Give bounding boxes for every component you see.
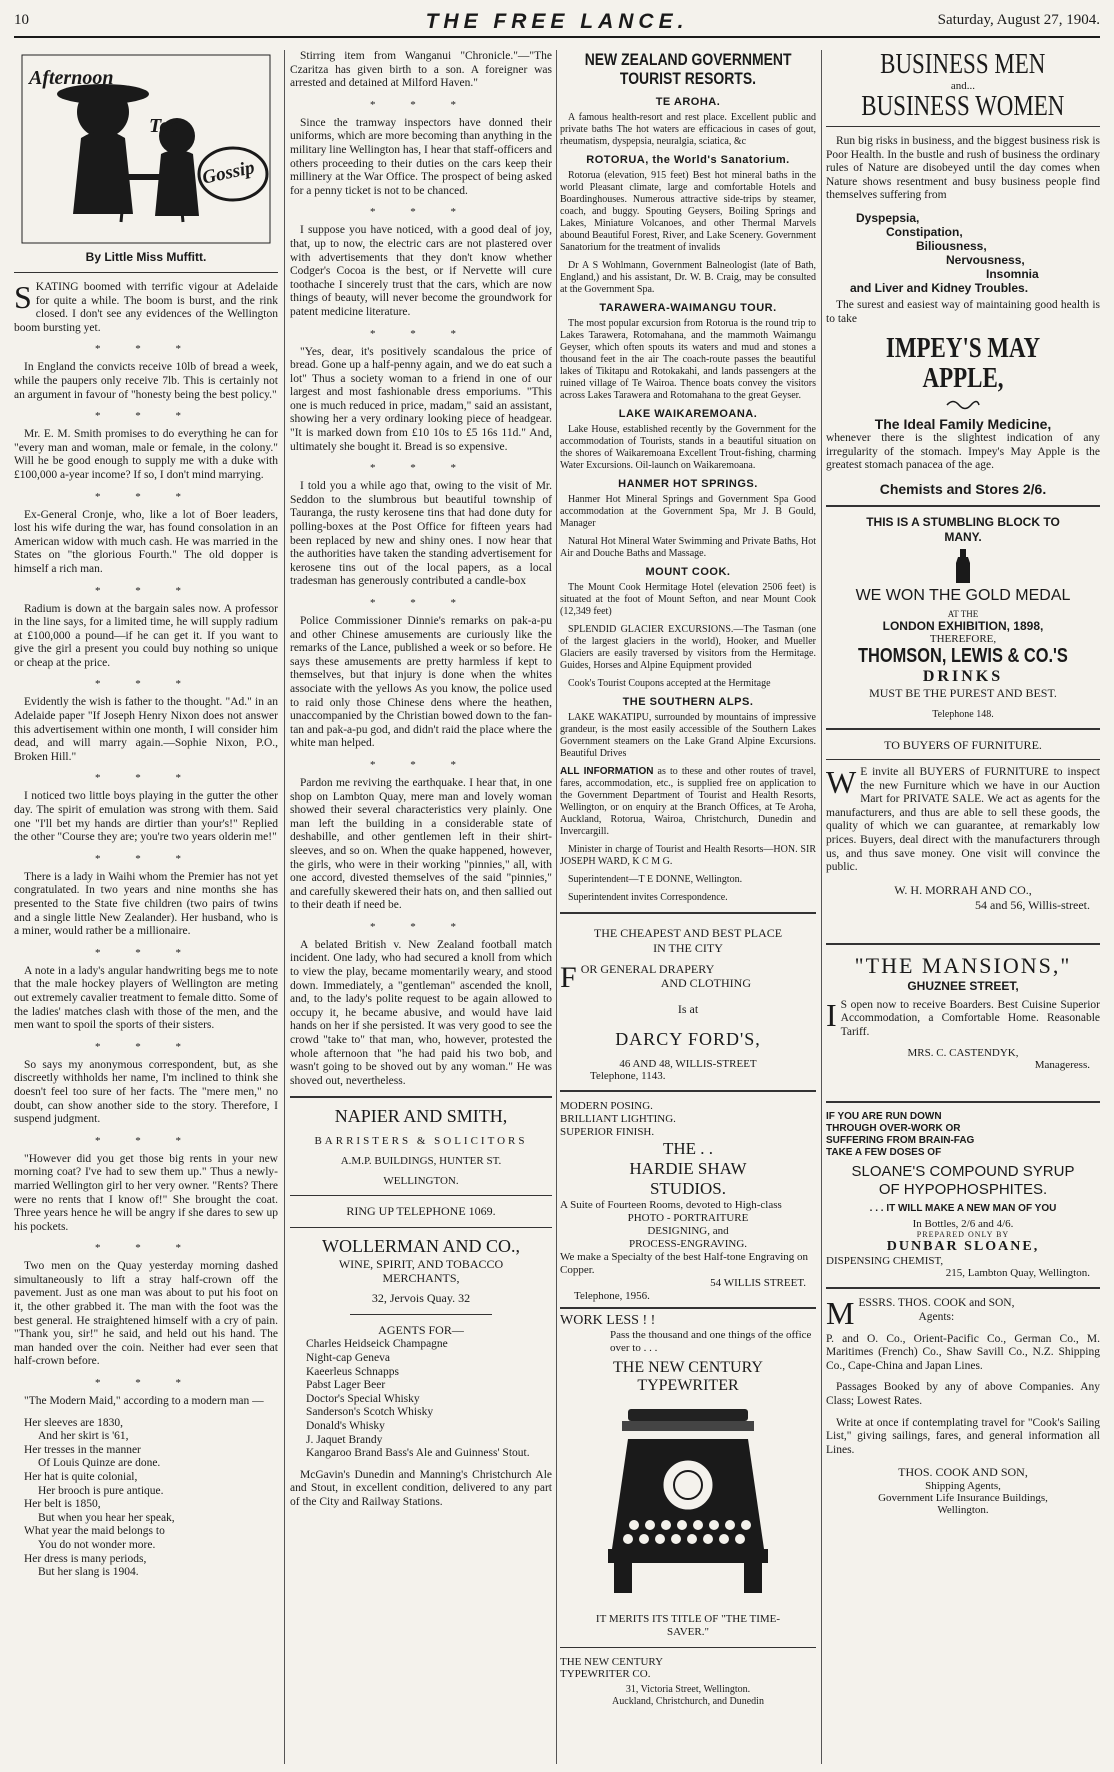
paragraph: KATING boomed with terrific vigour at Adelaide for quite a while. The boom is burst, and the rink closed. I don't see any evidences of the Wellington boom bursting yet. — [14, 281, 278, 334]
column-rule — [284, 50, 285, 1764]
ailment: and Liver and Kidney Troubles. — [850, 280, 1029, 295]
paragraph: E invite all BUYERS of FURNITURE to inspect the new Furniture which we have in our Auction Mart for PRIVATE SALE. We act as agents for the manufacturers, and thus are able to sell these goods, the quality of which we can guarantee, at remarkably low prices. Buyers, deal direct with the manufacturers through us, and thus save money. One visit will convince the public. — [826, 765, 1100, 874]
gossip-column — [14, 50, 278, 1764]
paragraph: "Yes, dear, it's positively scandalous the price of bread. Gone up a half-penny again, and we do eat such a lot" Thus a society woman to a friend in one of our largest and most fashionable dress emporiums. "This one is much reduced in price, madam," said an assistant, showing her a very ordinary looking piece of headgear. "It is marked down from £10 10s to £5 16s 11d." And, ultimately she bought it. Bread is so expensive. — [290, 345, 552, 453]
list-item: J. Jaquet Brandy — [306, 1433, 383, 1446]
paragraph: Write at once if contemplating travel for "Cook's Sailing List," giving sailings, fares, and general information all Lines. — [826, 1416, 1100, 1456]
list-item: Doctor's Special Whisky — [306, 1392, 420, 1405]
cook-line: Agents: — [918, 1311, 955, 1324]
hardie-name: THE . . — [662, 1139, 714, 1158]
wollerman-address: 32, Jervois Quay. 32 — [371, 1291, 471, 1306]
newspaper-title: THE FREE LANCE. — [425, 10, 689, 33]
separator: * * * — [95, 584, 197, 597]
separator: * * * — [370, 98, 472, 111]
napier-smith-address: A.M.P. BUILDINGS, HUNTER ST. — [340, 1155, 502, 1168]
separator: * * * — [95, 946, 197, 959]
issue-date: Saturday, August 27, 1904. — [937, 12, 1100, 28]
separator: * * * — [370, 206, 472, 219]
sloane-prepared: PREPARED ONLY BY — [916, 1230, 1010, 1240]
hardie-line: PHOTO - PORTRAITURE — [627, 1212, 749, 1224]
section-body: The most popular excursion from Rotorua is the round trip to Lakes Tarawera, Rotomahana, and the mammoth Waimangu Geyser, which often spouts its waters and mud and stones a thousand feet in the air The coach-route passes the beautiful lakes of Tikitapu and Rotokakahi, and lands passengers at the ruined village of Te Wairoa. Thence boats convey the visitors across Lakes Tarawera and Rotomahana to the great Geyser. — [560, 318, 816, 401]
paragraph: Stirring item from Wanganui "Chronicle."—"The Czaritza has given birth to a son. A foreigner was arrested and detained at Milford Haven." — [290, 50, 552, 90]
dunbar-sloane-name: DUNBAR SLOANE, — [886, 1239, 1040, 1255]
napier-smith-name: NAPIER AND SMITH, — [334, 1106, 508, 1127]
typewriter-headline: WORK LESS ! ! — [560, 1313, 656, 1328]
page-number: 10 — [14, 12, 29, 28]
paragraph: I told you a while ago that, owing to the visit of Mr. Seddon to the slumbrous but beautiful township of Tauranga, the rusty kerosene tins that had done duty for polling-boxes at the Post Office for fifteen years had been replaced by new and shiny ones. I now hear that the authorities have taken the standing advertisement for kerosene tins out of the local papers, as a local tradesman has generously contributed a candle-box — [290, 480, 552, 588]
section-heading: LAKE WAIKAREMOANA. — [618, 408, 758, 420]
sloane-product: OF HYPOPHOSPHITES. — [878, 1181, 1048, 1199]
business-and: and... — [950, 80, 976, 92]
poem-line: What year the maid belongs to — [24, 1525, 165, 1538]
section-body: SPLENDID GLACIER EXCURSIONS.—The Tasman (one of the largest glaciers in the world), Hooker, and Mueller Glaciers are easily traversed by visitors from the Hermitage. Guides, Horses and Alpine Equipment provided — [560, 624, 816, 671]
all-information-lead: ALL INFORMATION — [560, 766, 654, 777]
paragraph: So says my anonymous correspondent, but, as she discreetly withholds her name, I'm inclined to think she doesn't feel too sure of her facts. The "mere men," no doubt, can show another side to the story. Therefore, I suspend judgment. — [14, 1058, 278, 1126]
sloane-product: SLOANE'S COMPOUND SYRUP — [851, 1163, 1075, 1181]
furniture-heading: TO BUYERS OF FURNITURE. — [884, 737, 1042, 752]
gold-medal-at: AT THE — [947, 608, 979, 619]
separator: * * * — [95, 1040, 197, 1053]
ornament-icon — [943, 398, 983, 412]
paragraph: S open now to receive Boarders. Best Cuisine Superior Accommodation, a Comfortable Home. Reasonable Tariff. — [840, 998, 1100, 1038]
drop-cap: M — [826, 1295, 855, 1332]
drinks-word: DRINKS — [922, 667, 1004, 685]
tourist-resorts-column — [560, 50, 816, 1764]
cook-name: THOS. COOK AND SON, — [898, 1465, 1028, 1480]
drop-cap: S — [14, 279, 32, 315]
section-body: Cook's Tourist Coupons accepted at the Hermitage — [568, 678, 771, 689]
poem-line: Her sleeves are 1830, — [24, 1416, 123, 1429]
paragraph: In England the convicts receive 10lb of bread a week, while the paupers only receive 7lb. This is certainly not an argument in favour of "honesty being the best policy." — [14, 361, 278, 401]
tourist-heading-line1: NEW ZEALAND GOVERNMENT — [584, 50, 792, 69]
cook-city: Wellington. — [937, 1504, 989, 1517]
poem-line: Her tresses in the manner — [24, 1443, 141, 1456]
paragraph: A note in a lady's angular handwriting begs me to note that the male hockey players of Wellington are meting out extremely cavalier treatment to female ditto. Some of the ladies' matches clash with those of the men, and the men want to spoil the sports of their sisters. — [14, 964, 278, 1032]
poem — [14, 1417, 278, 1580]
advertisements-column — [826, 50, 1100, 1764]
hardie-line: PROCESS-ENGRAVING. — [628, 1238, 748, 1250]
sloane-line: SUFFERING FROM BRAIN-FAG — [826, 1135, 975, 1147]
cook-address: Government Life Insurance Buildings, — [878, 1492, 1048, 1505]
morrah-address: 54 and 56, Willis-street. — [975, 897, 1090, 912]
paragraph: Ex-General Cronje, who, like a lot of Boer leaders, lost his wife during the war, has found consolation in an American widow with much cash. He was married in the States on "the glorious Fourth." The old dopper is himself a rich man. — [14, 508, 278, 575]
stumbling-block-heading: THIS IS A STUMBLING BLOCK TO MANY. — [866, 514, 1060, 544]
section-heading: ROTORUA, the World's Sanatorium. — [586, 154, 790, 166]
ford-line: Is at — [677, 1002, 699, 1016]
ford-line: OR GENERAL DRAPERY — [580, 962, 715, 976]
typewriter-address: 31, Victoria Street, Wellington. — [625, 1684, 751, 1695]
business-women-heading: BUSINESS WOMEN — [861, 91, 1065, 122]
hardie-line: A Suite of Fourteen Rooms, devoted to High-class — [560, 1199, 782, 1211]
list-item: Donald's Whisky — [306, 1419, 385, 1432]
ford-line: AND CLOTHING — [660, 976, 752, 990]
banner-word-tea: Tea — [149, 115, 179, 137]
section-heading: TE AROHA. — [655, 96, 721, 108]
typewriter-illustration — [598, 1399, 778, 1609]
section-body: Hanmer Hot Mineral Springs and Government Spa Good accommodation at the Government Spa, Mr J. B Gould, Manager — [560, 494, 816, 529]
afternoon-tea-illustration — [21, 54, 271, 244]
wollerman-trade: WINE, SPIRIT, AND TOBACCO MERCHANTS, — [338, 1257, 504, 1286]
typewriter-address: Auckland, Christchurch, and Dunedin — [612, 1696, 764, 1707]
sloane-price: In Bottles, 2/6 and 4/6. — [912, 1218, 1014, 1231]
poem-line: Her dress is many periods, — [24, 1552, 147, 1565]
ailments-list — [826, 211, 1100, 295]
napier-smith-city: WELLINGTON. — [383, 1175, 459, 1188]
hardie-line: SUPERIOR FINISH. — [560, 1126, 655, 1138]
paragraph: Run big risks in business, and the biggest business risk is Poor Health. In the bustle and rush of business the ordinary rules of Nature are disobeyed until the day comes when Nature shows resentment and busy business people find themselves suffering from — [826, 135, 1100, 202]
list-item: Pabst Lager Beer — [306, 1379, 386, 1392]
paragraph: Police Commissioner Dinnie's remarks on pak-a-pu and other Chinese amusements are curiously like the remarks of the Lance, published a week or so before. He says these amusements are pretty harmless if kept to themselves, but that injury is done when the whites associate with the yellows As you know, the police used to raid only those Chinese dens where the heathen, unaccompanied by the Christian bowed down to the fan-tan and pak-a-pu god, and didn't raid the place where the white man helped. — [290, 615, 552, 750]
section-body: A famous health-resort and rest place. Excellent public and private baths The hot waters are efficacious in cases of gout, rheumatism, dyspepsia, neuralgia, sciatica, &c — [560, 112, 816, 147]
section-body: Lake House, established recently by the Government for the accommodation of Tourists, stands in a beautiful situation on the shores of Waikaremoana Excellent Trout-fishing, charming Water Excursions. Oil-launch on Waikaremoana. — [560, 424, 816, 471]
wollerman-agents-heading: AGENTS FOR— — [378, 1323, 464, 1338]
typewriter-title: THE NEW CENTURY — [613, 1359, 763, 1376]
banner-word-gossip: Gossip — [200, 157, 257, 189]
morrah-name: W. H. MORRAH AND CO., — [894, 882, 1032, 897]
tourist-heading-line2: TOURIST RESORTS. — [619, 69, 757, 88]
darcy-ford-telephone: Telephone, 1143. — [590, 1070, 666, 1082]
napier-smith-role: BARRISTERS & SOLICITORS — [314, 1135, 528, 1148]
chemists-price: Chemists and Stores 2/6. — [879, 480, 1047, 497]
masthead — [14, 10, 1100, 38]
poem-line: Of Louis Quinze are done. — [38, 1457, 161, 1470]
ailment: Nervousness, — [946, 252, 1025, 267]
list-item: Charles Heidseick Champagne — [306, 1338, 448, 1351]
impeys-tagline: The Ideal Family Medicine, — [874, 416, 1052, 433]
section-body: Natural Hot Mineral Water Swimming and Private Baths, Hot Air and Douche Baths and Massage. — [560, 536, 816, 559]
ailment: Dyspepsia, — [856, 210, 920, 225]
column-rule — [556, 50, 557, 1764]
section-heading: TARAWERA-WAIMANGU TOUR. — [599, 302, 777, 314]
sloane-line: IF YOU ARE RUN DOWN — [826, 1111, 942, 1123]
paragraph: "The Modern Maid," according to a modern man — — [24, 1395, 264, 1408]
napier-smith-phone: RING UP TELEPHONE 1069. — [346, 1204, 496, 1219]
paragraph: Pardon me reviving the earthquake. I hear that, in one shop on Lambton Quay, mere man and lovely woman showed their several characteristics very plainly. One man left the building in a considerable state of deshabille, and other gentlemen left in their shirt-sleeves, and so on. When the quake happened, however, the girls, who were in their working "pinnies," all, with one accord, divested themselves of the said "pinnies," and carefully skewered their hats on, and then sallied out to their death if need be. — [290, 776, 552, 912]
poem-line: You do not wonder more. — [38, 1538, 156, 1551]
mansions-manager: MRS. C. CASTENDYK, — [907, 1047, 1019, 1060]
superintendent-line: Superintendent—T E DONNE, Wellington. — [568, 874, 743, 885]
paragraph: Evidently the wish is father to the thought. "Ad." in an Adelaide paper "If Joseph Henry Nixon does not answer this advertisement within one month, I will consider him dead, and will marry again.—Sophie Nixon, P.O., Broken Hill." — [14, 696, 278, 763]
section-body: Rotorua (elevation, 915 feet) Best hot mineral baths in the world Pleasant climate, large and comfortable Hotels and Boardinghouses. Numerous attractive side-trips by steamer, coach, and buggy. Spouting Geysers, Boiling Springs and Lakes, Miniature Volcanoes, and other Thermal Marvels abound Beautiful Forest, River, and Lake Scenery. Government Sanatorium for the treatment of invalids — [560, 170, 816, 253]
poem-line: And her skirt is '61, — [38, 1430, 129, 1443]
paragraph: Radium is down at the bargain sales now. A professor in the line says, for a limited time, he will supply radium at £100,000 a pound—if he can get it. If you want to give the girl a present you could buy nothing so unique or cheap at the price. — [14, 602, 278, 669]
drop-cap: W — [826, 763, 857, 800]
mansions-street: GHUZNEE STREET, — [907, 978, 1019, 993]
separator: * * * — [95, 678, 197, 691]
separator: * * * — [370, 597, 472, 609]
hardie-line: MODERN POSING. — [560, 1100, 653, 1112]
darcy-ford-address: 46 AND 48, WILLIS-STREET — [619, 1058, 757, 1070]
gossip-column-continued — [290, 50, 552, 1764]
typewriter-company: THE NEW CENTURY — [560, 1656, 664, 1668]
separator: * * * — [95, 1377, 197, 1390]
sloane-line: TAKE A FEW DOSES OF — [826, 1147, 942, 1159]
separator: * * * — [370, 920, 472, 933]
paragraph: Since the tramway inspectors have donned their uniforms, which are more becoming than anything in the military line Wellington has, I hear that staff-officers and others proceeding to their duties on the cars keep their millinery at the War Office. The prospect of being asked for a penny ticket is not to be chanced. — [290, 116, 552, 197]
business-men-heading: BUSINESS MEN — [880, 50, 1046, 80]
superintendent-line: Superintendent invites Correspondence. — [568, 892, 728, 903]
paragraph: The surest and easiest way of maintaining good health is to take — [826, 298, 1100, 325]
paragraph: P. and O. Co., Orient-Pacific Co., German Co., M. Maritimes (French) Co., Shaw Savill Co., N.Z. Shipping Co., Cape-China and Japan Lines. — [826, 1332, 1100, 1372]
wollerman-agents-list — [290, 1338, 552, 1460]
section-heading: MOUNT COOK. — [645, 566, 731, 578]
section-heading: THE SOUTHERN ALPS. — [622, 696, 754, 708]
sloane-slogan: . . . IT WILL MAKE A NEW MAN OF YOU — [869, 1203, 1057, 1215]
mansions-role: Manageress. — [1034, 1059, 1090, 1072]
list-item: Night-cap Geneva — [306, 1352, 390, 1364]
poem-line: Her belt is 1850, — [24, 1498, 101, 1511]
hardie-telephone: Telephone, 1956. — [574, 1290, 650, 1302]
purest-line: MUST BE THE PUREST AND BEST. — [869, 685, 1057, 700]
paragraph: Two men on the Quay yesterday morning dashed simultaneously to lift a stray half-crown off the pavement. Just as one man was about to put his foot on it, the other grabbed it. The man with the foot was the best general. He straightened himself with a cry of pain. "Thank you, sir!" he said, and held out his hand. The man handed over the coin. Neither had ever seen that half-crown before. — [14, 1260, 278, 1368]
typewriter-caption: IT MERITS ITS TITLE OF "THE TIME-SAVER." — [595, 1613, 781, 1638]
hardie-line: 54 WILLIS STREET. — [710, 1277, 806, 1289]
section-body: LAKE WAKATIPU, surrounded by mountains of impressive grandeur, is the most easily accessible of the Southern Lakes Government steamers on the Lake Grand Alpine Excursions. Beautiful Drives — [560, 712, 816, 759]
wollerman-name: WOLLERMAN AND CO., — [322, 1236, 520, 1257]
section-heading: HANMER HOT SPRINGS. — [618, 478, 758, 490]
paragraph: I noticed two little boys playing in the gutter the other day. The spirit of emulation was strong with them. Said one "I'll bet my hands are dirtier than your's!" Replied the other "Course they are; you're two years olderin me!" — [14, 790, 278, 844]
therefore-line: THEREFORE, — [929, 632, 997, 645]
separator: * * * — [370, 462, 472, 475]
banner-word-afternoon: Afternoon — [29, 67, 114, 89]
cook-line: Shipping Agents, — [925, 1480, 1001, 1493]
paragraph: A belated British v. New Zealand football match incident. One lady, who had secured a knoll from which to view the play, became momentarily weary, and stood down. Immediately, a "gentleman" ascended the knoll, and, to the lady's polite request to be again allowed to occupy it, he became abusive, and would have laid hands on her if she persisted. It was very good to see the crowd "take to" that man, who, however, protested the whole afternoon that "he had paid his two bob, and wasn't going to be shoved out by any woman." He was shoved out, nevertheless. — [290, 938, 552, 1087]
typewriter-title: TYPEWRITER — [637, 1377, 739, 1394]
list-item: Kaeerleus Schnapps — [306, 1365, 399, 1378]
hardie-name: HARDIE SHAW — [629, 1159, 747, 1178]
section-body: Dr A S Wohlmann, Government Balneologist (late of Bath, England,) and his assistant, Dr. W. B. Craig, may be consulted at the Government Spa. — [560, 260, 816, 295]
separator: * * * — [95, 490, 197, 503]
separator: * * * — [95, 1242, 197, 1255]
ailment: Biliousness, — [916, 238, 987, 253]
column-rule — [821, 50, 822, 1764]
thomson-telephone: Telephone 148. — [932, 708, 994, 720]
list-item: Sanderson's Scotch Whisky — [306, 1406, 434, 1419]
poem-line: But when you hear her speak, — [38, 1511, 175, 1524]
separator: * * * — [95, 852, 197, 865]
paragraph: Mr. E. M. Smith promises to do everything he can for "every man and woman, male or female, in the colony." Will he be good enough to supply me with a duke with £100,000 a-year income? If so, I don't mind marrying. — [14, 428, 278, 481]
ford-line: THE CHEAPEST AND BEST PLACE — [593, 926, 783, 940]
hardie-line: BRILLIANT LIGHTING. — [560, 1113, 676, 1125]
poem-line: Her brooch is pure antique. — [38, 1484, 164, 1497]
separator: * * * — [95, 1134, 197, 1147]
hardie-line: DESIGNING, and — [647, 1225, 729, 1237]
mansions-name: "THE MANSIONS," — [854, 952, 1072, 978]
darcy-ford-name: DARCY FORD'S, — [615, 1029, 761, 1049]
ailment: Constipation, — [886, 224, 963, 239]
separator: * * * — [95, 772, 197, 785]
separator: * * * — [95, 410, 197, 423]
impeys-may-apple-brand: IMPEY'S MAY APPLE, — [885, 333, 1041, 395]
ailment: Insomnia — [986, 266, 1039, 281]
minister-line: Minister in charge of Tourist and Health Resorts—HON. SIR JOSEPH WARD, K C M G. — [560, 844, 816, 867]
poem-line: Her hat is quite colonial, — [24, 1471, 138, 1483]
sloane-line: DISPENSING CHEMIST, — [826, 1255, 944, 1268]
thomson-lewis-name: THOMSON, LEWIS & CO.'S — [858, 644, 1068, 667]
drop-cap: F — [560, 961, 577, 994]
list-item: Kangaroo Brand Bass's Ale and Guinness' Stout. — [306, 1447, 530, 1460]
typewriter-company: TYPEWRITER CO. — [560, 1668, 651, 1680]
sloane-address: 215, Lambton Quay, Wellington. — [945, 1267, 1090, 1280]
gold-medal-line: WE WON THE GOLD MEDAL — [855, 586, 1071, 604]
paragraph: There is a lady in Waihi whom the Premier has not yet congratulated. In two years and nine months she has presented to the State five children (two pairs of twins and a single little New Zealander). Her husband, who is a miner, would rather be a millionaire. — [14, 870, 278, 938]
sloane-line: THROUGH OVER-WORK OR — [826, 1123, 961, 1135]
typewriter-line: Pass the thousand and one things of the office over to . . . — [610, 1329, 812, 1354]
wollerman-footnote: McGavin's Dunedin and Manning's Christchurch Ale and Stout, in excellent condition, delivered to any part of the City and Railway Stations. — [290, 1468, 552, 1508]
paragraph: I suppose you have noticed, with a good deal of joy, that, up to now, the electric cars are not plastered over with advertisements that they don't know whether Codger's Cocoa is the best, or if Nervette will cure toothache I sincerely trust that the cars, which are now things of beauty, will never become the groundwork for patent medicine literature. — [290, 224, 552, 318]
byline: By Little Miss Muffitt. — [85, 250, 207, 264]
section-body: as to these and other routes of travel, fares, accommodation, etc., is supplied free on application to the Government Department of Tourist and Health Resorts, Wellington, or on enquiry at the Branch Offices, at Te Aroha, Auckland, Rotorua, Wairoa, Christchurch, Dunedin and Invercargill. — [560, 766, 816, 837]
separator: * * * — [370, 327, 472, 340]
hardie-name: STUDIOS. — [649, 1179, 727, 1198]
bottle-icon — [953, 549, 973, 583]
separator: * * * — [370, 758, 472, 771]
paragraph: Passages Booked by any of above Companies. Any Class; Lowest Rates. — [826, 1381, 1100, 1408]
hardie-line: We make a Specialty of the best Half-tone Engraving on Copper. — [560, 1251, 809, 1276]
ford-line: IN THE CITY — [653, 941, 723, 955]
paragraph: "However did you get those big rents in your new morning coat? I've had to sew them up." Thus a newly-married Wellington girl to her very owner. "Rents? There were no rents that I know of!" She brought the coat. Three years hence he will be angry if she dares to sew up his pockets. — [14, 1152, 278, 1233]
cook-line: ESSRS. THOS. COOK and SON, — [858, 1297, 1015, 1310]
poem-line: But her slang is 1904. — [38, 1566, 139, 1579]
paragraph: whenever there is the slightest indication of any irregularity of the stomach. Impey's May Apple is the greatest stomach panacea of the age. — [826, 432, 1100, 472]
drop-cap: I — [826, 996, 837, 1033]
exhibition-line: LONDON EXHIBITION, 1898, — [882, 618, 1044, 633]
section-body: The Mount Cook Hermitage Hotel (elevation 2506 feet) is situated at the foot of Mount Sefton, and near Mount Cook (12,349 feet) — [560, 582, 816, 617]
separator: * * * — [95, 343, 197, 356]
